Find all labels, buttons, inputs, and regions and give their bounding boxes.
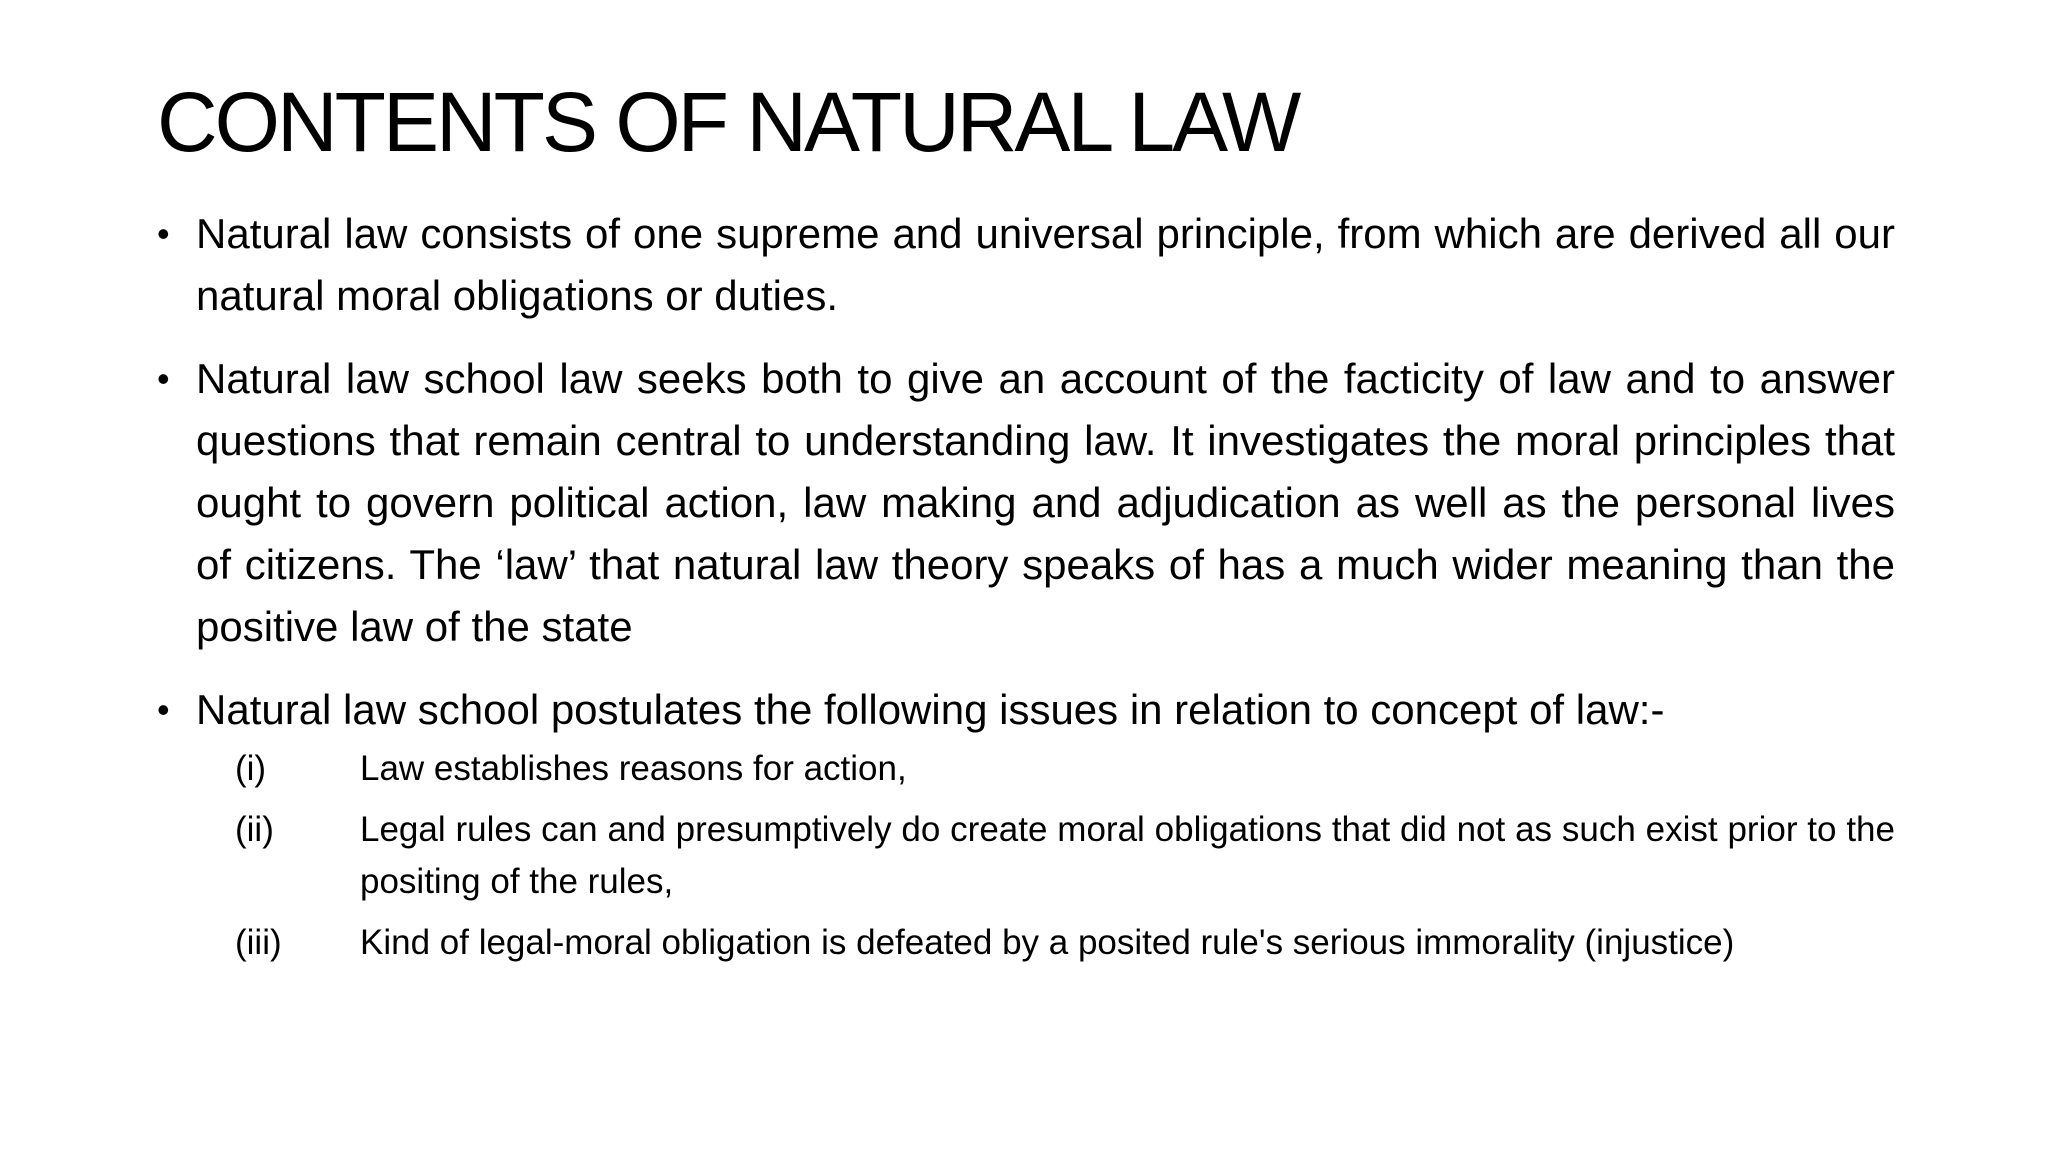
bullet-dot-icon: •	[157, 358, 170, 399]
bullet-list	[157, 203, 1895, 990]
bullet-item	[157, 203, 1895, 327]
sub-item-marker: (i)	[235, 749, 267, 788]
bullet-item	[157, 348, 1895, 658]
bullet-dot-icon: •	[157, 689, 170, 730]
sub-list	[196, 743, 1895, 969]
bullet-text: Natural law school postulates the following issues in relation to concept of law:-	[196, 686, 1665, 733]
bullet-text: Natural law consists of one supreme and universal principle, from which are derived all our natural moral obligations or duties.	[196, 210, 1895, 319]
slide-title: CONTENTS OF NATURAL LAW	[157, 75, 1299, 169]
sub-item-text: Law establishes reasons for action,	[360, 749, 907, 788]
bullet-dot-icon: •	[157, 213, 170, 254]
sub-list-item	[235, 917, 1895, 969]
sub-item-text: Kind of legal-moral obligation is defeated by a posited rule's serious immorality (injustice)	[360, 923, 1735, 962]
bullet-text: Natural law school law seeks both to give an account of the facticity of law and to answer questions that remain central to understanding law. It investigates the moral principles that ought to govern political action, law making and adjudication as well as the personal lives of citizens. The ‘law’ that natural law theory speaks of has a much wider meaning than the positive law of the state	[196, 355, 1895, 650]
bullet-item	[157, 679, 1895, 969]
sub-item-marker: (iii)	[235, 923, 282, 962]
sub-item-text: Legal rules can and presumptively do create moral obligations that did not as such exist prior to the positing of the rules,	[360, 810, 1895, 901]
sub-list-item	[235, 804, 1895, 908]
sub-list-item	[235, 743, 1895, 795]
sub-item-marker: (ii)	[235, 810, 274, 849]
